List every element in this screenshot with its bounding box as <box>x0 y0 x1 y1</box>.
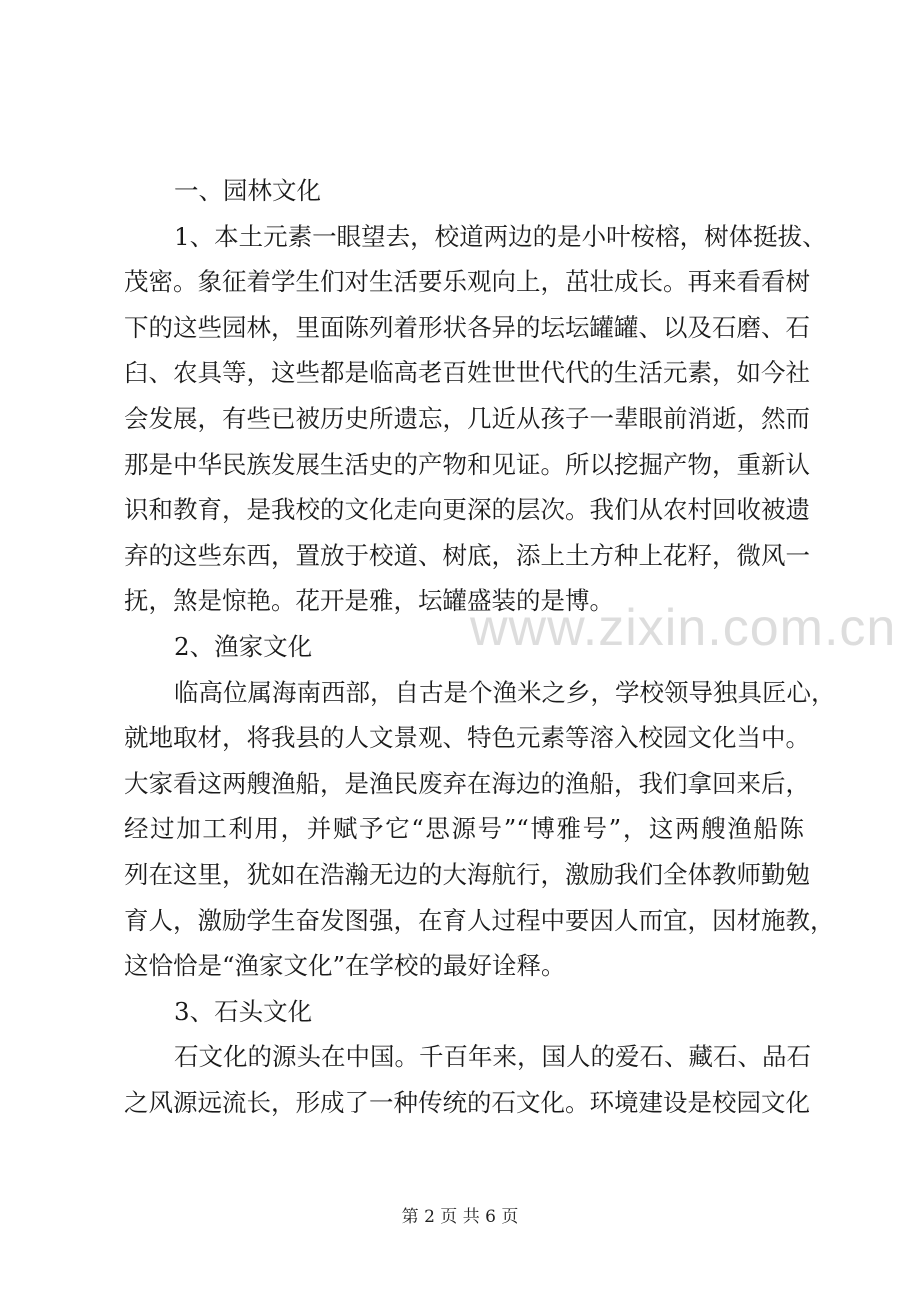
paragraph-line: 石文化的源头在中国。千百年来，国人的爱石、藏石、品石 <box>174 1042 811 1072</box>
site-watermark: www.zixin.com.cn <box>470 599 897 657</box>
paragraph-line: 临高位属海南西部，自古是个渔米之乡，学校领导独具匠心， <box>174 677 836 707</box>
paragraph-line: 抚，煞是惊艳。花开是雅，坛罐盛装的是博。 <box>124 586 614 616</box>
paragraph-line: 经过加工利用，并赋予它“思源号”“博雅号”，这两艘渔船陈 <box>124 814 804 844</box>
paragraph-line: 弃的这些东西，置放于校道、树底，添上土方种上花籽，微风一 <box>124 540 810 570</box>
paragraph-line: 育人，激励学生奋发图强，在育人过程中要因人而宜，因材施教， <box>124 905 835 935</box>
paragraph-line: 茂密。象征着学生们对生活要乐观向上，茁壮成长。再来看看树 <box>124 267 810 297</box>
section-heading-garden-culture: 一、园林文化 <box>174 176 321 205</box>
page-footer: 第 2 页 共 6 页 <box>401 1207 519 1227</box>
paragraph-line: 下的这些园林，里面陈列着形状各异的坛坛罐罐、以及石磨、石 <box>124 312 810 342</box>
paragraph-line: 会发展，有些已被历史所遗忘，几近从孩子一辈眼前消逝，然而 <box>124 403 810 433</box>
paragraph-line: 1、本土元素一眼望去，校道两边的是小叶桉榕，树体挺拔、 <box>174 221 827 251</box>
paragraph-line: 大家看这两艘渔船，是渔民废弃在海边的渔船，我们拿回来后， <box>124 768 810 798</box>
paragraph-line: 就地取材，将我县的人文景观、特色元素等溶入校园文化当中。 <box>124 723 810 753</box>
paragraph-line: 列在这里，犹如在浩瀚无边的大海航行，激励我们全体教师勤勉 <box>124 859 810 889</box>
document-body <box>124 168 836 1125</box>
paragraph-line: 识和教育，是我校的文化走向更深的层次。我们从农村回收被遗 <box>124 495 810 525</box>
paragraph-line: 臼、农具等，这些都是临高老百姓世世代代的生活元素，如今社 <box>124 358 810 388</box>
section-heading-stone-culture: 3、石头文化 <box>174 996 313 1026</box>
paragraph-line: 这恰恰是“渔家文化”在学校的最好诠释。 <box>124 951 566 981</box>
paragraph-line: 之风源远流长，形成了一种传统的石文化。环境建设是校园文化 <box>124 1087 810 1117</box>
section-heading-fishing-culture: 2、渔家文化 <box>174 631 313 661</box>
paragraph-line: 那是中华民族发展生活史的产物和见证。所以挖掘产物，重新认 <box>124 449 810 479</box>
